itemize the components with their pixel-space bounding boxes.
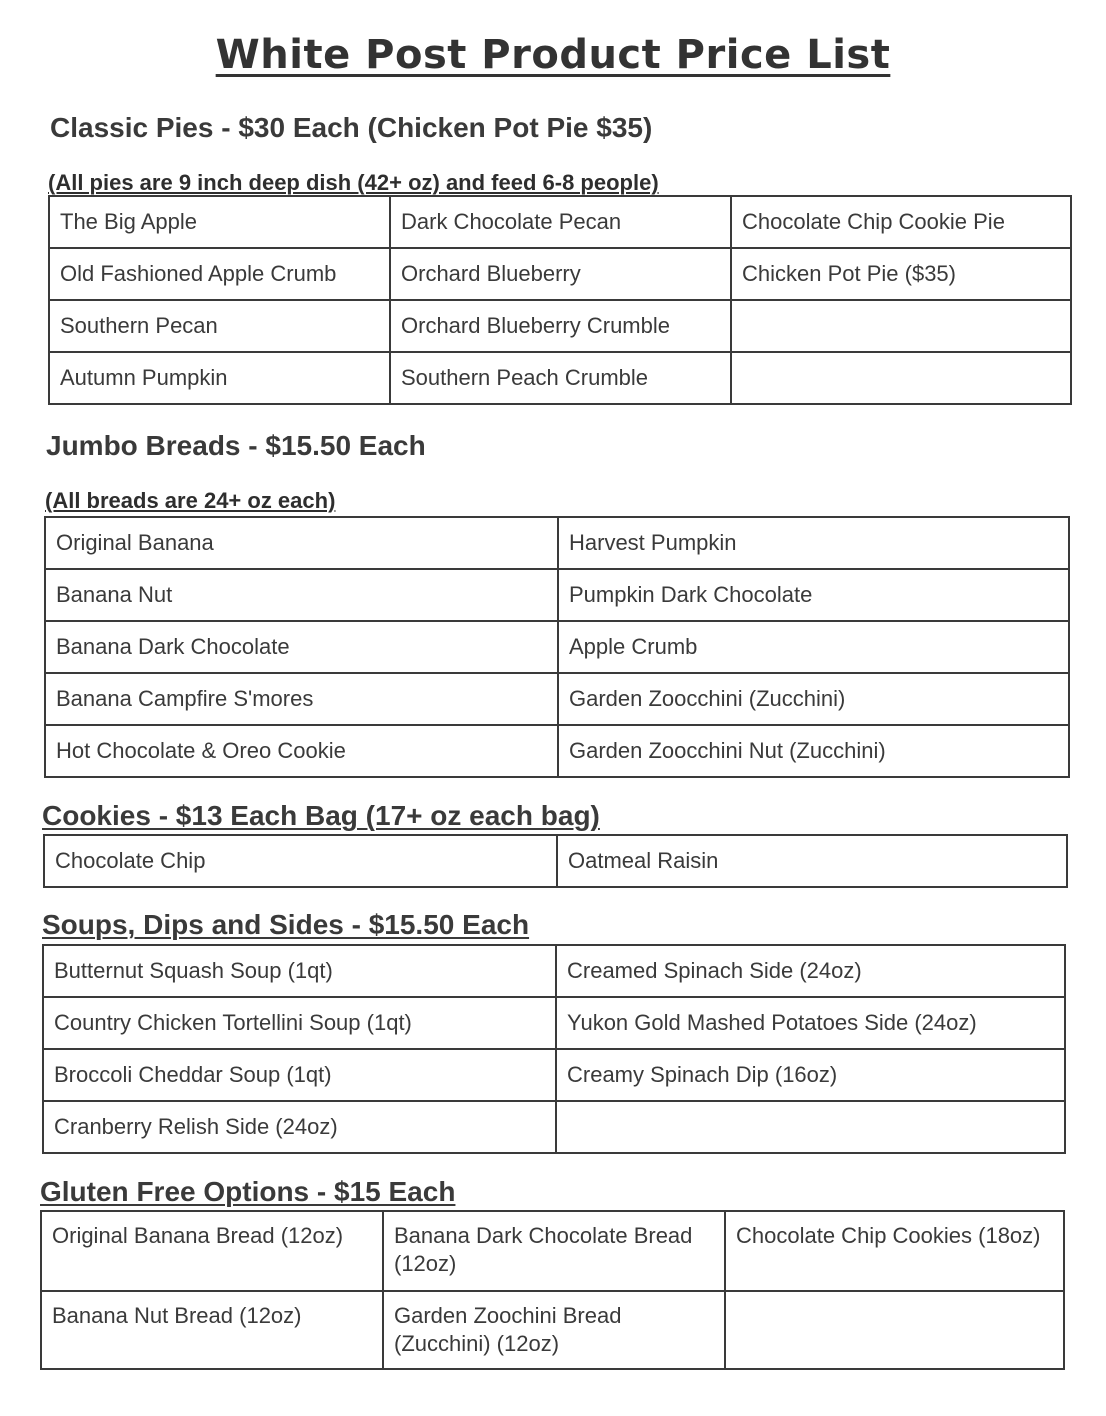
table-row [45,517,1069,569]
table-cell: Chocolate Chip [44,835,557,887]
table-cell: Banana Campfire S'mores [45,673,558,725]
table-row [45,673,1069,725]
pies-table [48,195,1072,405]
table-cell [725,1291,1064,1369]
soups-table [42,944,1066,1154]
table-cell: Banana Nut [45,569,558,621]
gluten-free-table [40,1210,1065,1370]
table-cell: Chicken Pot Pie ($35) [731,248,1071,300]
pies-note: (All pies are 9 inch deep dish (42+ oz) and feed 6-8 people) [48,170,659,195]
gluten-free-heading: Gluten Free Options - $15 Each [40,1176,456,1207]
table-cell: Southern Pecan [49,300,390,352]
table-cell: Old Fashioned Apple Crumb [49,248,390,300]
table-cell: Chocolate Chip Cookie Pie [731,196,1071,248]
table-cell [731,352,1071,404]
table-cell: Garden Zoocchini Nut (Zucchini) [558,725,1069,777]
table-cell: The Big Apple [49,196,390,248]
table-cell: Original Banana Bread (12oz) [41,1211,383,1291]
pies-heading: Classic Pies - $30 Each (Chicken Pot Pie $35) [50,112,653,143]
table-cell: Cranberry Relish Side (24oz) [43,1101,556,1153]
table-cell: Dark Chocolate Pecan [390,196,731,248]
table-row [45,725,1069,777]
table-cell: Harvest Pumpkin [558,517,1069,569]
table-cell: Banana Nut Bread (12oz) [41,1291,383,1369]
cookies-heading: Cookies - $13 Each Bag (17+ oz each bag) [42,800,600,831]
table-cell: Orchard Blueberry [390,248,731,300]
table-cell: Broccoli Cheddar Soup (1qt) [43,1049,556,1101]
table-cell [731,300,1071,352]
table-cell: Creamy Spinach Dip (16oz) [556,1049,1065,1101]
table-cell: Autumn Pumpkin [49,352,390,404]
breads-note: (All breads are 24+ oz each) [45,488,336,513]
table-row [45,621,1069,673]
table-cell: Banana Dark Chocolate [45,621,558,673]
table-cell: Chocolate Chip Cookies (18oz) [725,1211,1064,1291]
table-cell: Hot Chocolate & Oreo Cookie [45,725,558,777]
table-row [45,569,1069,621]
table-cell: Apple Crumb [558,621,1069,673]
table-row [43,997,1065,1049]
table-row [49,300,1071,352]
soups-heading: Soups, Dips and Sides - $15.50 Each [42,909,530,940]
table-row [43,1049,1065,1101]
table-row [41,1291,1064,1369]
table-row [43,945,1065,997]
table-cell [556,1101,1065,1153]
table-cell: Banana Dark Chocolate Bread (12oz) [383,1211,725,1291]
table-cell: Orchard Blueberry Crumble [390,300,731,352]
table-row [44,835,1067,887]
table-cell: Southern Peach Crumble [390,352,731,404]
table-row [49,248,1071,300]
table-cell: Butternut Squash Soup (1qt) [43,945,556,997]
table-cell: Oatmeal Raisin [557,835,1067,887]
table-row [43,1101,1065,1153]
table-row [49,196,1071,248]
cookies-table [43,834,1068,888]
table-row [41,1211,1064,1291]
table-cell: Garden Zoocchini (Zucchini) [558,673,1069,725]
breads-heading: Jumbo Breads - $15.50 Each [46,430,426,461]
table-cell: Original Banana [45,517,558,569]
table-cell: Yukon Gold Mashed Potatoes Side (24oz) [556,997,1065,1049]
table-cell: Country Chicken Tortellini Soup (1qt) [43,997,556,1049]
table-cell: Garden Zoochini Bread (Zucchini) (12oz) [383,1291,725,1369]
table-cell: Creamed Spinach Side (24oz) [556,945,1065,997]
breads-table [44,516,1070,778]
table-cell: Pumpkin Dark Chocolate [558,569,1069,621]
page-title: White Post Product Price List [215,32,891,78]
table-row [49,352,1071,404]
